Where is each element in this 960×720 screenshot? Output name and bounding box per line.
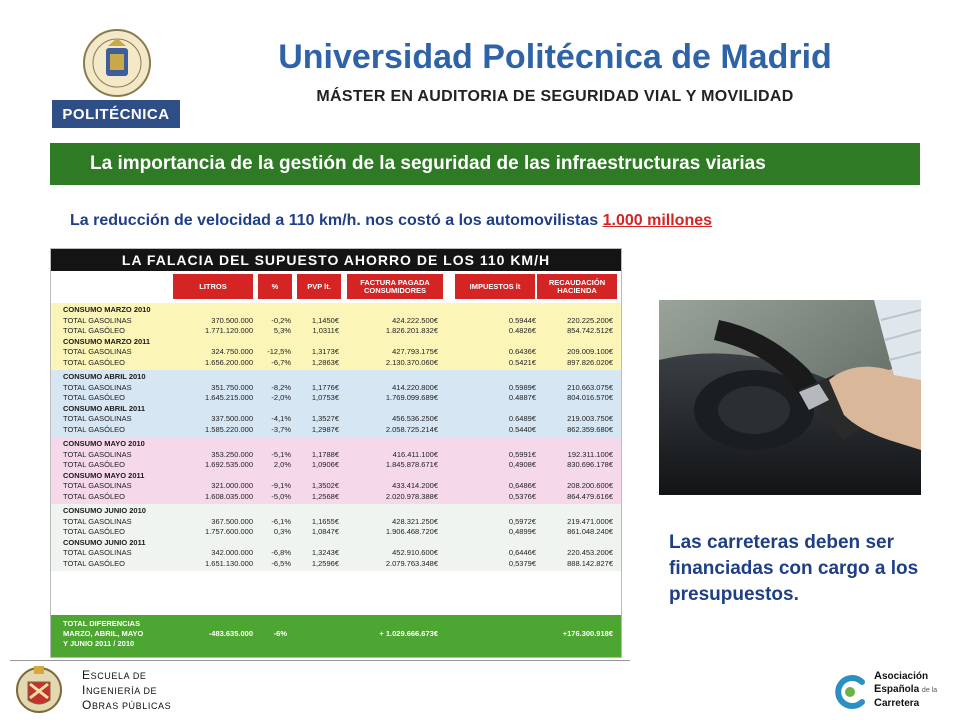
totals-pct: -6%	[273, 629, 287, 638]
fuel-pump-photo	[659, 300, 921, 495]
table-row	[51, 393, 621, 404]
table-cell: TOTAL GASOLINAS	[63, 315, 132, 325]
table-header	[51, 271, 621, 303]
table-cell: 1,0847€	[311, 527, 339, 536]
table-row	[51, 481, 621, 492]
table-cell: TOTAL GASÓLEO	[63, 460, 125, 469]
table-row	[51, 527, 621, 538]
table-row	[51, 559, 621, 570]
table-row	[51, 460, 621, 471]
table-row	[51, 316, 621, 327]
table-cell: 0,4908€	[508, 460, 536, 469]
fuel-savings-table	[50, 248, 622, 658]
table-cell: TOTAL GASOLINAS	[63, 414, 132, 423]
table-cell: TOTAL GASÓLEO	[63, 393, 125, 402]
table-cell: 342.000.000	[211, 548, 253, 557]
table-cell: 864.479.616€	[567, 491, 613, 501]
table-cell: TOTAL GASOLINAS	[63, 548, 132, 557]
table-cell: 0,5376€	[508, 491, 536, 501]
totals-recaudacion: +176.300.918€	[562, 629, 613, 638]
table-cell: 861.048.240€	[567, 527, 613, 536]
table-cell: 0.5989€	[508, 382, 536, 392]
table-cell: -6,7%	[271, 357, 291, 367]
table-section-label	[51, 538, 621, 549]
table-cell: 0,6486€	[508, 481, 536, 490]
table-cell: -9,1%	[271, 481, 291, 490]
table-cell: 0,6446€	[508, 548, 536, 557]
table-cell: 897.826.020€	[567, 357, 613, 367]
section-banner	[50, 143, 920, 185]
col-header-litros: LITROS	[173, 274, 253, 299]
table-band	[51, 370, 621, 437]
table-cell: 1.771.120.000	[205, 326, 253, 335]
table-cell: -6,1%	[271, 516, 291, 526]
table-cell: 1.692.535.000	[205, 460, 253, 469]
totals-label-2: MARZO, ABRIL, MAYO	[63, 629, 144, 638]
table-row	[51, 347, 621, 358]
table-cell: TOTAL GASÓLEO	[63, 558, 125, 568]
table-cell: 0.4826€	[508, 326, 536, 335]
section-label: CONSUMO ABRIL 2010	[63, 372, 146, 381]
table-cell: 424.222.500€	[392, 315, 438, 325]
table-cell: 427.793.175€	[392, 347, 438, 356]
table-cell: 1,1450€	[311, 315, 339, 325]
aec-line-1: Asociación	[874, 670, 929, 682]
table-cell: -2,0%	[271, 393, 291, 402]
table-cell: TOTAL GASOLINAS	[63, 382, 132, 392]
table-cell: 0,4899€	[508, 527, 536, 536]
table-cell: 1,3527€	[311, 414, 339, 423]
section-label: CONSUMO JUNIO 2011	[63, 537, 146, 547]
footer-divider	[10, 660, 630, 661]
table-cell: 219.003.750€	[567, 414, 613, 423]
table-cell: 0,5379€	[508, 558, 536, 568]
section-label: CONSUMO MAYO 2011	[63, 470, 145, 480]
banner-text: La importancia de la gestión de la seguridad de las infraestructuras viarias	[90, 153, 766, 174]
table-section-label	[51, 506, 621, 517]
col-header-pvp: PVP lt.	[297, 274, 341, 299]
table-cell: -0,2%	[271, 315, 291, 325]
table-cell: 324.750.000	[211, 347, 253, 356]
table-totals-row	[51, 615, 621, 657]
table-row	[51, 414, 621, 425]
table-cell: TOTAL GASOLINAS	[63, 347, 132, 356]
table-cell: 1,1655€	[311, 516, 339, 526]
table-cell: 1.757.600.000	[205, 527, 253, 536]
table-cell: 0.5440€	[508, 424, 536, 434]
table-cell: 2.058.725.214€	[385, 424, 438, 434]
table-section-label	[51, 372, 621, 383]
school-crest-icon	[10, 660, 68, 716]
aec-line-2: Española	[874, 683, 920, 695]
section-label: CONSUMO MARZO 2011	[63, 336, 151, 346]
table-cell: 888.142.827€	[567, 558, 613, 568]
table-cell: 1.585.220.000	[205, 424, 253, 434]
table-cell: 2.130.370.060€	[385, 357, 438, 367]
table-cell: 351.750.000	[211, 382, 253, 392]
table-cell: 1,2863€	[311, 357, 339, 367]
table-cell: 1,3243€	[311, 548, 339, 557]
section-label: CONSUMO JUNIO 2010	[63, 506, 146, 515]
table-cell: -4,1%	[271, 414, 291, 423]
table-cell: -5,1%	[271, 449, 291, 459]
table-cell: 428.321.250€	[392, 516, 438, 526]
table-cell: TOTAL GASÓLEO	[63, 424, 125, 434]
table-cell: 0,5972€	[508, 516, 536, 526]
financing-note: Las carreteras deben ser financiadas con cargo a los presupuestos.	[669, 532, 919, 605]
university-seal-icon	[82, 28, 152, 98]
table-cell: 370.500.000	[211, 315, 253, 325]
table-cell: 804.016.570€	[567, 393, 613, 402]
table-cell: 0.6489€	[508, 414, 536, 423]
section-label: CONSUMO MARZO 2010	[63, 305, 151, 314]
table-cell: 1,0906€	[311, 460, 339, 469]
table-row	[51, 492, 621, 503]
aec-line-2b: de la	[921, 687, 938, 694]
table-cell: TOTAL GASÓLEO	[63, 357, 125, 367]
table-cell: 210.663.075€	[567, 382, 613, 392]
table-cell: 5,3%	[273, 326, 291, 335]
table-cell: 1,2987€	[311, 424, 339, 434]
table-cell: 220.453.200€	[567, 548, 613, 557]
aec-logo-icon	[830, 672, 870, 712]
table-cell: 367.500.000	[211, 516, 253, 526]
table-cell: -5,0%	[271, 491, 291, 501]
table-cell: 854.742.512€	[567, 326, 613, 335]
table-cell: 862.359.680€	[567, 424, 613, 434]
table-cell: TOTAL GASÓLEO	[63, 527, 125, 536]
table-row	[51, 358, 621, 369]
col-header-recaudacion: RECAUDACIÓN HACIENDA	[537, 274, 617, 299]
page-subtitle: MÁSTER EN AUDITORIA DE SEGURIDAD VIAL Y MOVILIDAD	[316, 88, 794, 105]
table-cell: 0,5991€	[508, 449, 536, 459]
table-cell: 433.414.200€	[392, 481, 438, 490]
table-cell: 1,2568€	[311, 491, 339, 501]
table-title: LA FALACIA DEL SUPUESTO AHORRO DE LOS 110 KM/H	[51, 249, 621, 271]
table-row	[51, 383, 621, 394]
table-cell: TOTAL GASOLINAS	[63, 481, 132, 490]
table-cell: 1,3502€	[311, 481, 339, 490]
page-title: Universidad Politécnica de Madrid	[278, 38, 832, 76]
table-cell: 1,2596€	[311, 558, 339, 568]
aec-line-3: Carretera	[874, 697, 920, 709]
table-section-label	[51, 439, 621, 450]
table-cell: 1.651.130.000	[205, 558, 253, 568]
table-cell: 0.6436€	[508, 347, 536, 356]
table-cell: TOTAL GASÓLEO	[63, 326, 125, 335]
table-cell: 830.696.178€	[567, 460, 613, 469]
table-row	[51, 450, 621, 461]
table-cell: TOTAL GASÓLEO	[63, 491, 125, 501]
table-cell: 1,0311€	[312, 326, 339, 335]
table-cell: 2,0%	[273, 460, 291, 469]
table-cell: 0.4887€	[508, 393, 536, 402]
upm-logo	[52, 28, 180, 128]
table-cell: 452.910.600€	[392, 548, 438, 557]
reduction-text: La reducción de velocidad a 110 km/h. nos costó a los automovilistas	[70, 212, 603, 229]
table-cell: 208.200.600€	[567, 481, 613, 490]
table-cell: 2.079.763.348€	[385, 558, 438, 568]
table-cell: 416.411.100€	[392, 449, 438, 459]
school-line-1: ESCUELA DE	[82, 668, 147, 682]
table-cell: -12,5%	[267, 347, 291, 356]
section-label: CONSUMO ABRIL 2011	[63, 403, 146, 413]
table-cell: 353.250.000	[211, 449, 253, 459]
table-cell: 321.000.000	[211, 481, 253, 490]
table-cell: 220.225.200€	[567, 315, 613, 325]
table-cell: 219.471.000€	[567, 516, 613, 526]
table-cell: 1,3173€	[311, 347, 339, 356]
table-cell: 1.826.201.832€	[385, 326, 438, 335]
table-cell: 192.311.100€	[567, 449, 613, 459]
table-cell: 2.020.978.388€	[385, 491, 438, 501]
table-cell: 1,1776€	[311, 382, 339, 392]
reduction-statement	[70, 212, 910, 230]
table-cell: 1.769.099.689€	[385, 393, 438, 402]
totals-label-3: Y JUNIO 2011 / 2010	[63, 639, 135, 648]
table-row	[51, 517, 621, 528]
table-cell: 456.536.250€	[392, 414, 438, 423]
table-cell: -6,8%	[271, 548, 291, 557]
table-cell: 0,3%	[273, 527, 291, 536]
table-cell: 209.009.100€	[567, 347, 613, 356]
table-section-label	[51, 337, 621, 348]
table-row	[51, 425, 621, 436]
table-cell: 414.220.800€	[392, 382, 438, 392]
school-name	[82, 668, 171, 713]
school-line-3: OBRAS PÚBLICAS	[82, 698, 172, 712]
section-label: CONSUMO MAYO 2010	[63, 439, 145, 448]
table-cell: -6,5%	[271, 558, 291, 568]
table-cell: 1.645.215.000	[205, 393, 253, 402]
table-cell: -8,2%	[271, 382, 291, 392]
table-cell: 1,0753€	[311, 393, 339, 402]
school-line-2: INGENIERÍA DE	[82, 683, 158, 697]
table-row	[51, 548, 621, 559]
table-band	[51, 303, 621, 370]
table-section-label	[51, 404, 621, 415]
aec-name	[874, 670, 937, 710]
totals-litros: -483.635.000	[208, 629, 253, 638]
reduction-amount-link[interactable]: 1.000 millones	[602, 212, 713, 229]
totals-factura: + 1.029.666.673€	[379, 629, 438, 638]
table-cell: 0.5944€	[508, 315, 536, 325]
table-cell: 0.5421€	[508, 357, 536, 367]
table-cell: 1.845.878.671€	[385, 460, 438, 469]
table-cell: -3,7%	[271, 424, 291, 434]
col-header-factura: FACTURA PAGADA CONSUMIDORES	[347, 274, 443, 299]
col-header-pct: %	[258, 274, 292, 299]
table-cell: 1,1788€	[311, 449, 339, 459]
table-cell: TOTAL GASOLINAS	[63, 449, 132, 459]
col-header-impuestos: IMPUESTOS lt	[455, 274, 535, 299]
table-cell: TOTAL GASOLINAS	[63, 516, 132, 526]
table-band	[51, 504, 621, 571]
table-cell: 337.500.000	[211, 414, 253, 423]
politecnica-label: POLITÉCNICA	[52, 100, 180, 128]
table-cell: 1.608.035.000	[205, 491, 253, 501]
totals-label-1: TOTAL DIFERENCIAS	[63, 619, 141, 628]
table-cell: 1.906.468.720€	[385, 527, 438, 536]
table-cell: 1.656.200.000	[205, 357, 253, 367]
table-section-label	[51, 305, 621, 316]
table-section-label	[51, 471, 621, 482]
table-row	[51, 326, 621, 337]
table-band	[51, 437, 621, 504]
table-body	[51, 303, 621, 571]
